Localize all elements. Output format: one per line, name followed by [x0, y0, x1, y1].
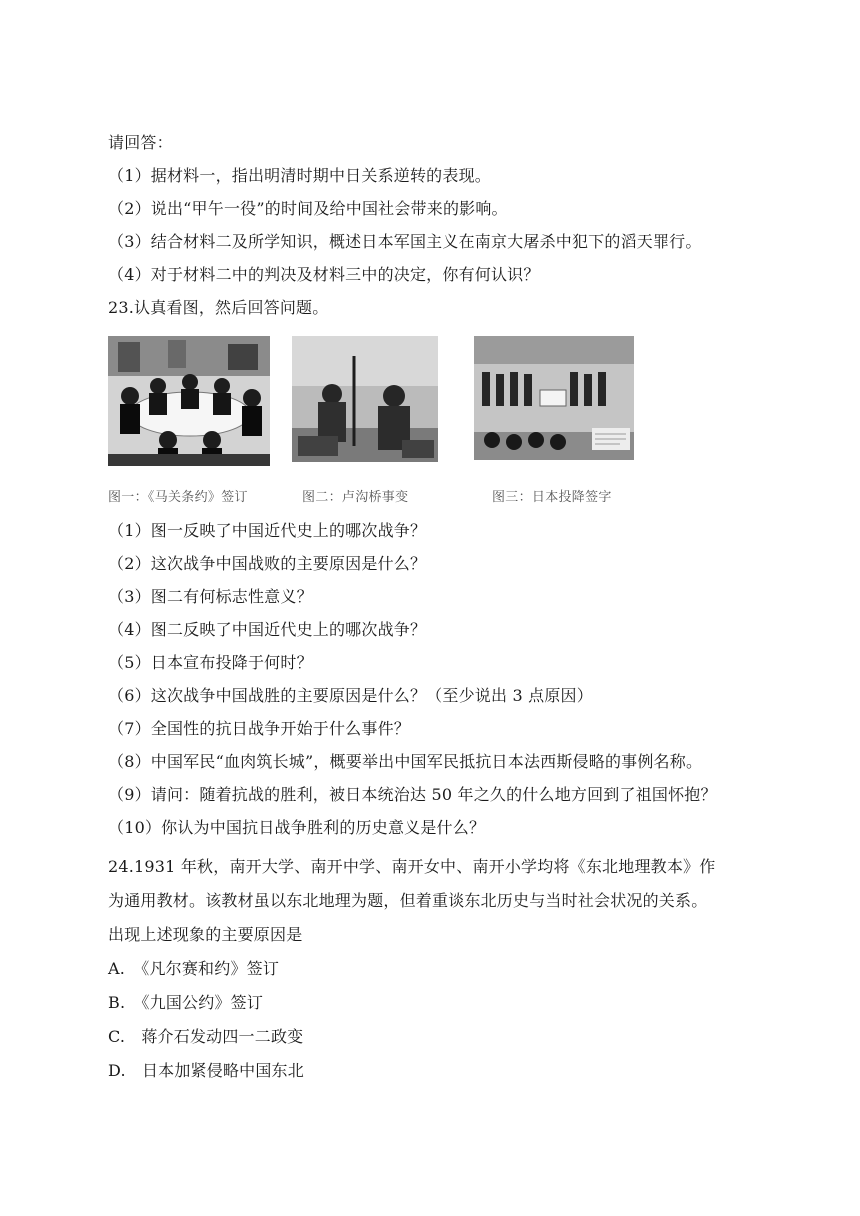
option-b: B. 《九国公约》签订	[108, 993, 264, 1012]
question-stem: 出现上述现象的主要原因是	[108, 925, 303, 944]
question-item: （8）中国军民“血肉筑长城”，概要举出中国军民抵抗日本法西斯侵略的事例名称。	[108, 752, 703, 771]
treaty-signing-photo	[108, 336, 270, 466]
question-item: （1）据材料一，指出明清时期中日关系逆转的表现。	[108, 166, 491, 185]
japan-surrender-photo	[474, 336, 634, 460]
option-c: C. 蒋介石发动四一二政变	[108, 1027, 304, 1046]
question-stem: 为通用教材。该教材虽以东北地理为题，但着重谈东北历史与当时社会状况的关系。	[108, 891, 708, 910]
figure-caption: 图二：卢沟桥事变	[302, 490, 409, 505]
option-d: D. 日本加紧侵略中国东北	[108, 1061, 304, 1080]
question-item: （2）这次战争中国战败的主要原因是什么？	[108, 554, 427, 573]
question-item: （4）对于材料二中的判决及材料三中的决定，你有何认识？	[108, 265, 540, 284]
question-item: （4）图二反映了中国近代史上的哪次战争？	[108, 620, 427, 639]
option-a: A. 《凡尔赛和约》签订	[108, 959, 280, 978]
figure-1	[108, 336, 270, 505]
question-item: （7）全国性的抗日战争开始于什么事件？	[108, 719, 410, 738]
question-item: （10）你认为中国抗日战争胜利的历史意义是什么？	[108, 818, 486, 837]
question-item: （5）日本宣布投降于何时？	[108, 653, 313, 672]
figure-3	[474, 336, 634, 505]
question-item: （1）图一反映了中国近代史上的哪次战争？	[108, 521, 427, 540]
question-item: （2）说出“甲午一役”的时间及给中国社会带来的影响。	[108, 199, 508, 218]
question-stem: 24.1931 年秋，南开大学、南开中学、南开女中、南开小学均将《东北地理教本》作	[108, 857, 716, 876]
marco-polo-bridge-photo	[292, 336, 438, 462]
question-item: （6）这次战争中国战胜的主要原因是什么？（至少说出 3 点原因）	[108, 686, 593, 705]
question-stem: 23.认真看图，然后回答问题。	[108, 298, 329, 317]
question-item: （3）结合材料二及所学知识，概述日本军国主义在南京大屠杀中犯下的滔天罪行。	[108, 232, 702, 251]
figure-row	[104, 336, 644, 512]
question-item: （9）请问：随着抗战的胜利，被日本统治达 50 年之久的什么地方回到了祖国怀抱？	[108, 785, 717, 804]
figure-2	[292, 336, 438, 505]
answer-prompt: 请回答：	[108, 133, 173, 152]
figure-caption: 图一：《马关条约》签订	[108, 490, 248, 505]
figure-caption: 图三：日本投降签字	[492, 490, 612, 505]
question-item: （3）图二有何标志性意义？	[108, 587, 313, 606]
